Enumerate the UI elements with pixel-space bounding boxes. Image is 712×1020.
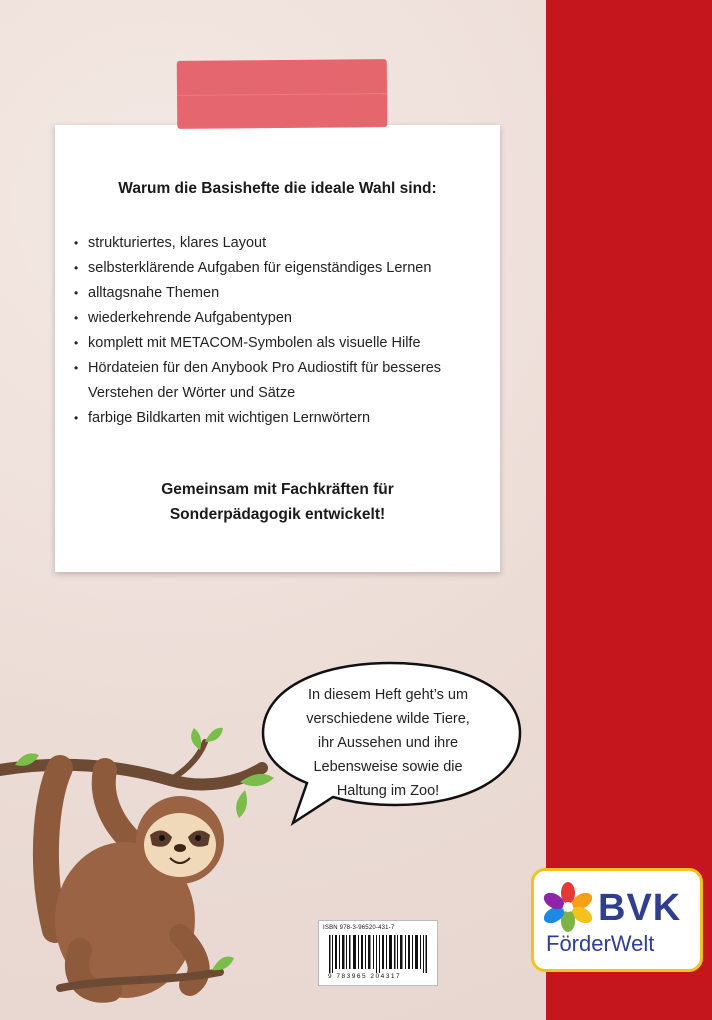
footer-line: Sonderpädagogik entwickelt!	[169, 506, 386, 523]
card-title: Warum die Basishefte die ideale Wahl sind:	[118, 180, 437, 197]
flower-logo-icon	[542, 881, 594, 933]
bubble-line: Haltung im Zoo!	[336, 783, 440, 799]
tape-strip	[177, 59, 388, 129]
list-item: • farbige Bildkarten mit wichtigen Lernwörtern	[74, 406, 494, 431]
logo-name: BVK	[598, 887, 682, 929]
bubble-line: Lebensweise sowie die	[313, 759, 463, 775]
list-item: • komplett mit METACOM-Symbolen als visuelle Hilfe	[74, 331, 494, 356]
barcode	[329, 935, 427, 973]
card-footer	[55, 477, 500, 527]
list-item: • strukturiertes, klares Layout	[74, 231, 494, 256]
isbn-label: ISBN 978-3-96520-431-7	[323, 925, 395, 931]
list-item: • alltagsnahe Themen	[74, 281, 494, 306]
bubble-line: In diesem Heft geht’s um	[307, 687, 469, 703]
list-item: • wiederkehrende Aufgabentypen	[74, 306, 494, 331]
footer-line: Gemeinsam mit Fachkräften für	[161, 481, 394, 498]
sloth-illustration	[0, 720, 290, 1020]
list-item: • selbsterklärende Aufgaben für eigenständiges Lernen	[74, 256, 494, 281]
isbn-barcode-box	[318, 920, 438, 986]
bvk-logo	[531, 868, 703, 972]
speech-bubble-text	[283, 683, 493, 803]
list-item: • Hördateien für den Anybook Pro Audiostift für besseres Verstehen der Wörter und Sätze	[74, 356, 494, 406]
info-card	[55, 125, 500, 572]
logo-subtitle: FörderWelt	[546, 931, 655, 956]
feature-list	[74, 231, 494, 431]
bubble-line: verschiedene wilde Tiere,	[306, 711, 470, 727]
bubble-line: ihr Aussehen und ihre	[317, 735, 459, 751]
isbn-number: 9 783965 204317	[328, 973, 402, 980]
red-side-band	[546, 0, 712, 1020]
